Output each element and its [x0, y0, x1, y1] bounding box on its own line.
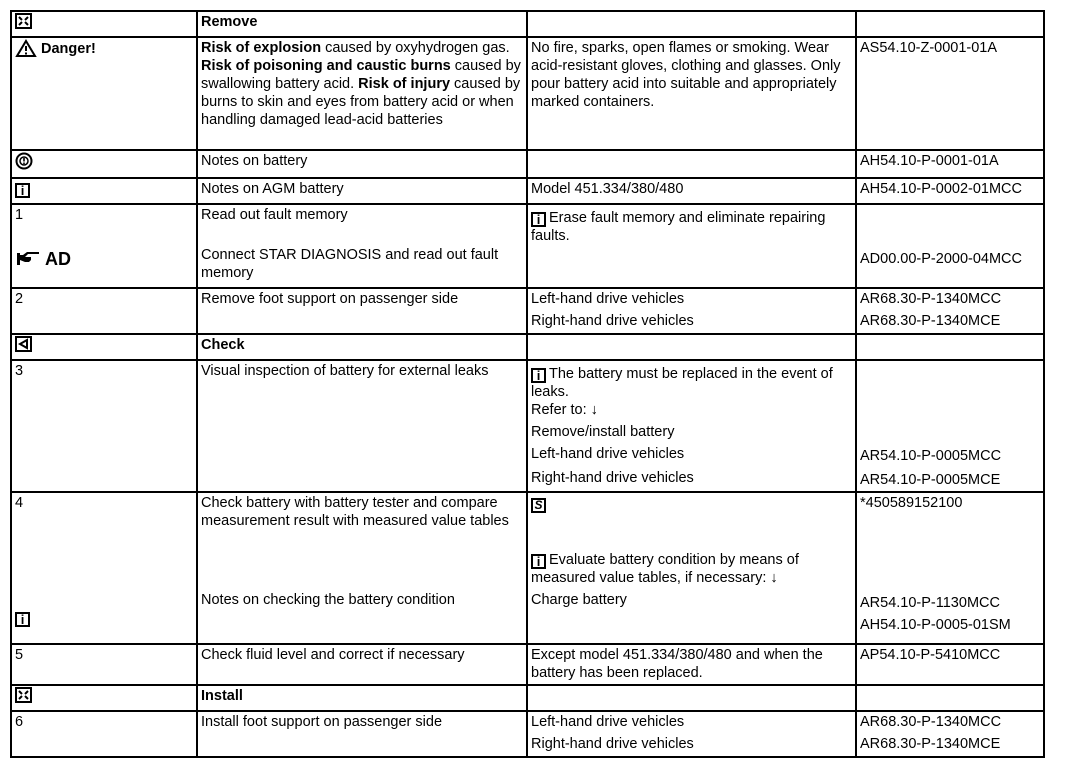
- lhd-ref[interactable]: AR68.30-P-1340MCC: [860, 291, 1002, 307]
- step-text: Check battery with battery tester and compare measurement result with measured value tables: [201, 495, 509, 529]
- step-row-2: [11, 288, 1044, 334]
- lhd-ref[interactable]: AR68.30-P-1340MCC: [860, 714, 1002, 730]
- diagnosis-label: AD: [45, 249, 71, 269]
- lhd-label: Left-hand drive vehicles: [531, 446, 685, 462]
- notes-agm-text: Notes on AGM battery: [197, 178, 527, 204]
- danger-text: Risk of explosion caused by oxyhydrogen gas. Risk of poisoning and caustic burns caused by swallowing battery acid. Risk of injury caused by burns to skin and eyes from battery acid or when handling damaged lead-acid batteries: [197, 37, 527, 150]
- refer-label: Refer to:: [531, 402, 587, 418]
- notes-agm-row: [11, 178, 1044, 204]
- danger-ref[interactable]: AS54.10-Z-0001-01A: [856, 37, 1044, 150]
- rhd-ref[interactable]: AR68.30-P-1340MCE: [860, 313, 1001, 329]
- hand-pointer-icon: [15, 250, 43, 268]
- step-number: 4: [15, 495, 24, 511]
- danger-label: Danger!: [41, 40, 96, 57]
- step-number: 3: [11, 360, 197, 492]
- lhd-label: Left-hand drive vehicles: [531, 291, 685, 307]
- step-number: 1: [15, 207, 24, 223]
- section-row-check: [11, 334, 1044, 360]
- charge-ref[interactable]: AR54.10-P-1130MCC: [860, 595, 1000, 611]
- arrow-down-icon: ↓: [590, 402, 598, 418]
- lhd-label: Left-hand drive vehicles: [531, 714, 685, 730]
- sub-ref[interactable]: AH54.10-P-0005-01SM: [860, 617, 1011, 633]
- step-row-3: [11, 360, 1044, 492]
- step-note: Erase fault memory and eliminate repairing faults.: [531, 210, 826, 244]
- step-number: 5: [11, 644, 197, 685]
- info-icon: i: [15, 612, 30, 627]
- check-icon: [15, 336, 32, 352]
- section-row-remove: [11, 11, 1044, 37]
- danger-row: [11, 37, 1044, 150]
- section-label: Check: [197, 334, 527, 360]
- notes-battery-row: [11, 150, 1044, 178]
- arrow-down-icon: ↓: [770, 570, 778, 586]
- remove-install-icon: [11, 11, 197, 37]
- info-icon: i: [15, 183, 30, 198]
- lhd-ref[interactable]: AR54.10-P-0005MCC: [860, 448, 1002, 464]
- danger-note: No fire, sparks, open flames or smoking. Wear acid-resistant gloves, clothing and glasses. Only pour battery acid into suitable and appropriately marked containers.: [527, 37, 856, 150]
- step-number: 2: [11, 288, 197, 334]
- step-ref[interactable]: AP54.10-P-5410MCC: [856, 644, 1044, 685]
- exclamation-circle-icon: [15, 152, 33, 170]
- step-row-4: [11, 492, 1044, 644]
- warning-triangle-icon: [15, 39, 37, 58]
- rhd-ref[interactable]: AR68.30-P-1340MCE: [860, 736, 1001, 752]
- step-row-1: [11, 204, 1044, 288]
- section-row-install: [11, 685, 1044, 711]
- rhd-label: Right-hand drive vehicles: [531, 736, 694, 752]
- diagnosis-text: Connect STAR DIAGNOSIS and read out fault memory: [201, 247, 499, 281]
- section-label: Install: [197, 685, 527, 711]
- procedure-table: [10, 10, 1045, 758]
- charge-label[interactable]: Charge battery: [531, 592, 627, 608]
- rhd-ref[interactable]: AR54.10-P-0005MCE: [860, 472, 1001, 488]
- info-icon: i: [531, 212, 546, 227]
- rhd-label: Right-hand drive vehicles: [531, 470, 694, 486]
- step-row-5: [11, 644, 1044, 685]
- remove-install-icon: [15, 687, 32, 703]
- rhd-label: Right-hand drive vehicles: [531, 313, 694, 329]
- info-icon: i: [531, 368, 546, 383]
- step-text: Remove foot support on passenger side: [197, 288, 527, 334]
- step-text: Install foot support on passenger side: [197, 711, 527, 757]
- step-text: Read out fault memory: [201, 207, 348, 223]
- notes-battery-text: Notes on battery: [197, 150, 527, 178]
- step-text: Check fluid level and correct if necessary: [197, 644, 527, 685]
- notes-agm-ref[interactable]: AH54.10-P-0002-01MCC: [856, 178, 1044, 204]
- step-note: The battery must be replaced in the event of leaks.: [531, 366, 833, 400]
- notes-agm-note: Model 451.334/380/480: [527, 178, 856, 204]
- section-label: Remove: [197, 11, 527, 37]
- sub-text: Notes on checking the battery condition: [201, 592, 455, 608]
- step-number: 6: [11, 711, 197, 757]
- step-note: Evaluate battery condition by means of measured value tables, if necessary:: [531, 552, 799, 586]
- tool-ref[interactable]: *450589152100: [860, 495, 963, 511]
- notes-battery-ref[interactable]: AH54.10-P-0001-01A: [856, 150, 1044, 178]
- info-icon: i: [531, 554, 546, 569]
- step-row-6: [11, 711, 1044, 757]
- tool-icon: S: [531, 498, 546, 513]
- step-text: Visual inspection of battery for external leaks: [197, 360, 527, 492]
- step-note: Except model 451.334/380/480 and when the battery has been replaced.: [527, 644, 856, 685]
- diagnosis-ref[interactable]: AD00.00-P-2000-04MCC: [860, 251, 1022, 267]
- sub-label[interactable]: Remove/install battery: [531, 424, 675, 440]
